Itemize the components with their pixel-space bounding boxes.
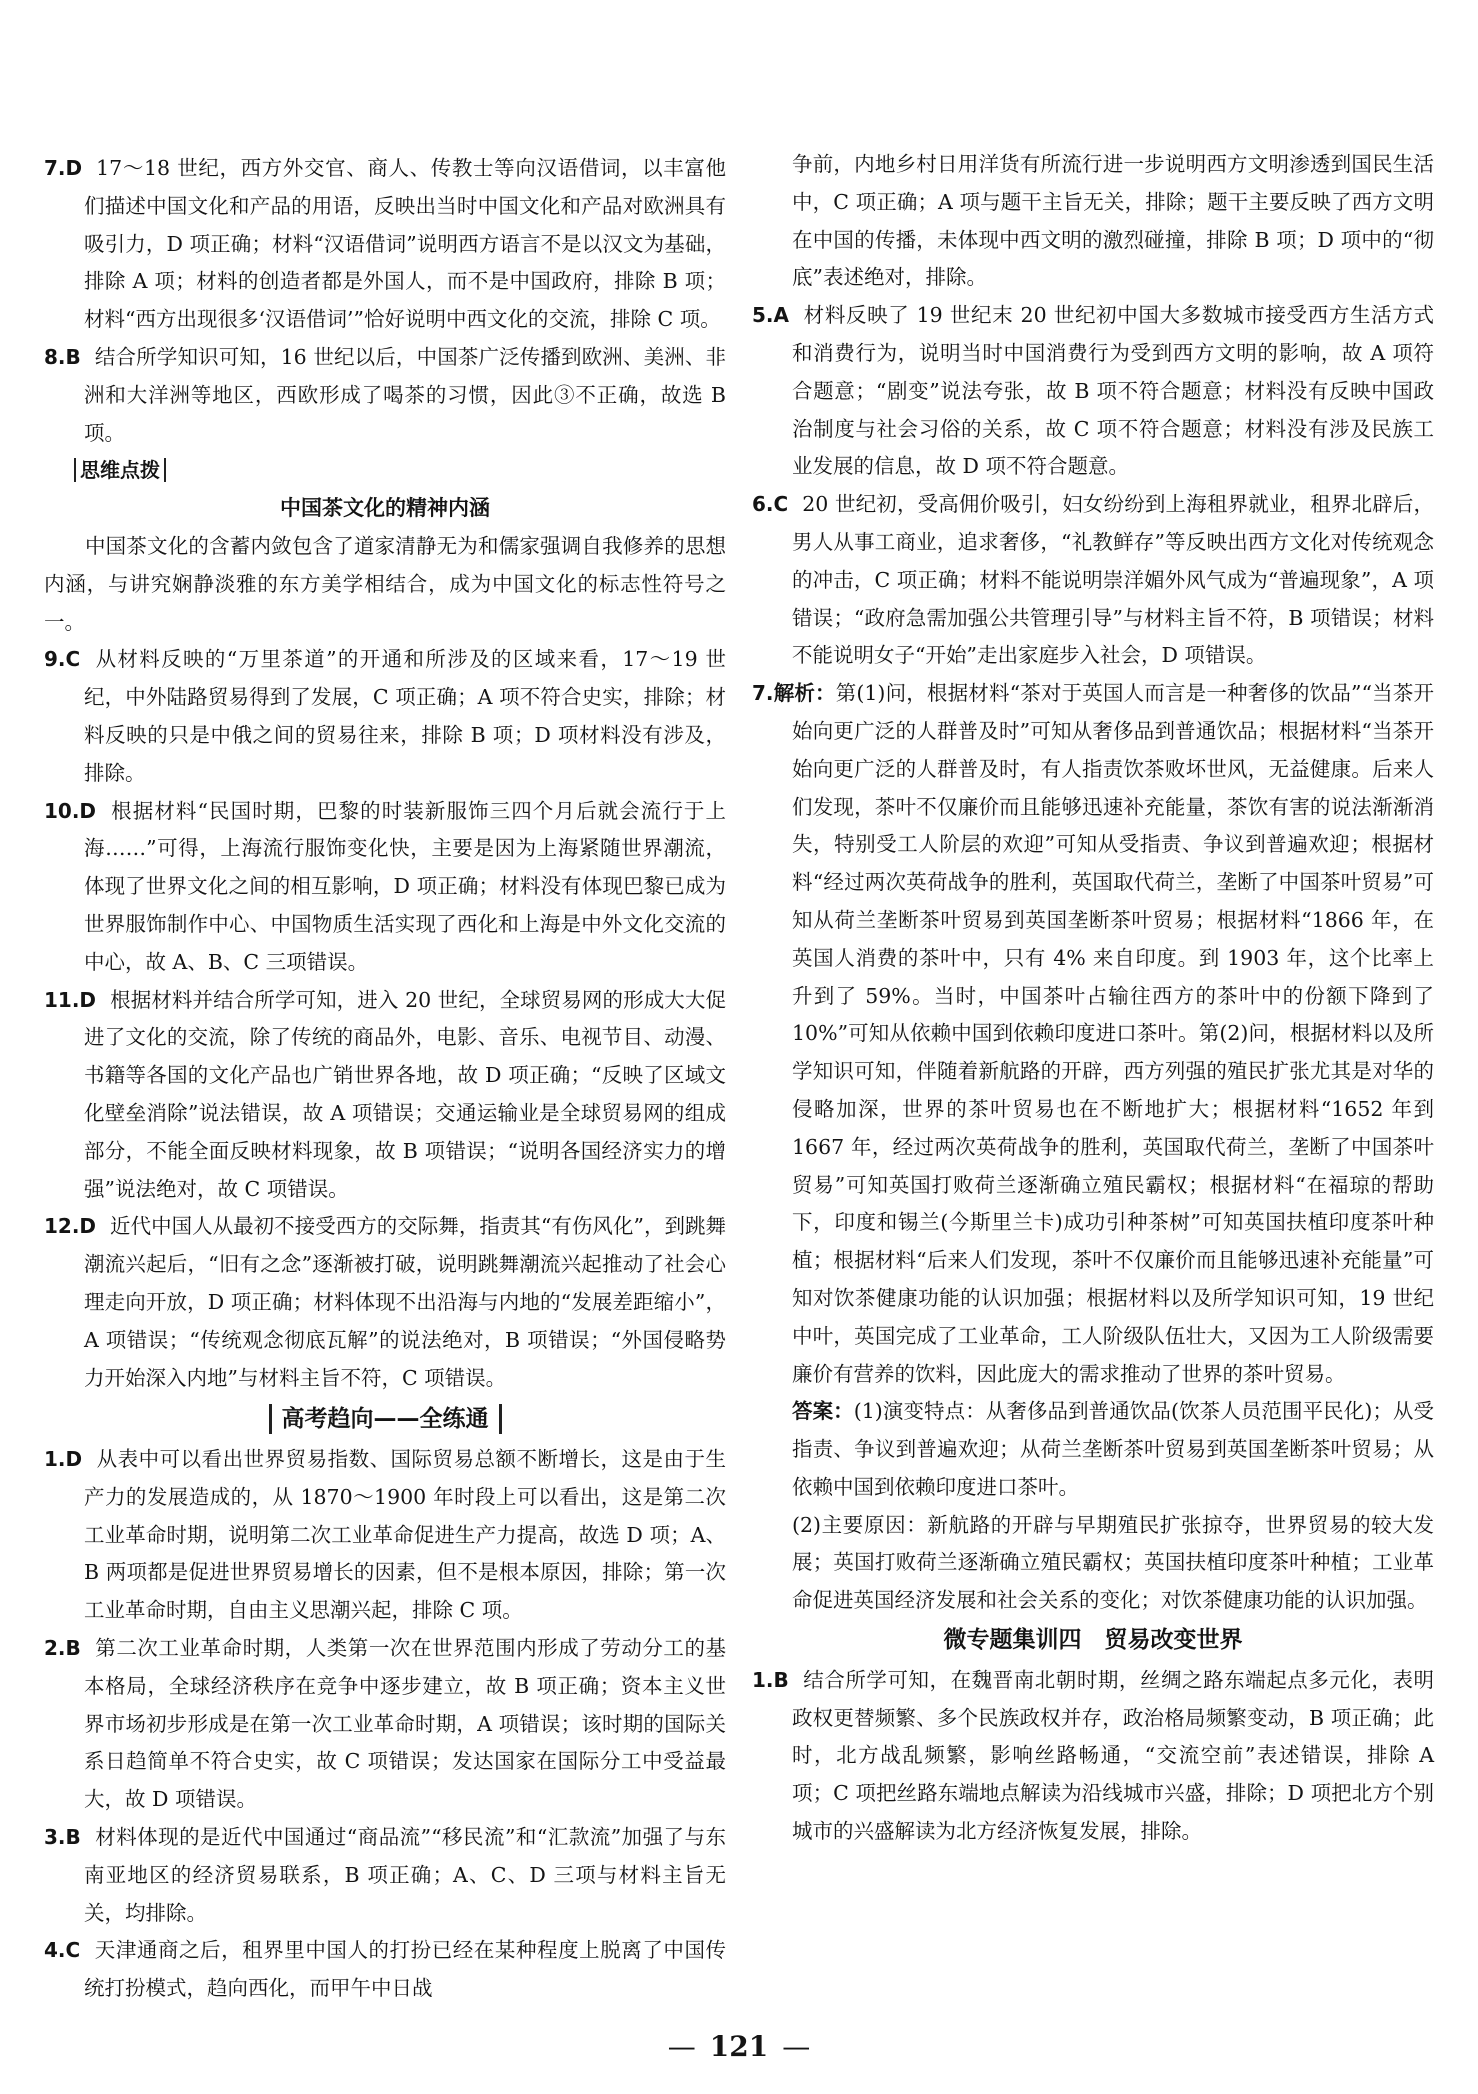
answer-item-q7 (752, 675, 1434, 1393)
answer-label: 答案： (792, 1399, 854, 1424)
item-text: 从表中可以看出世界贸易指数、国际贸易总额不断增长，这是由于生产力的发展造成的，从 1870～1900 年时段上可以看出，这是第二次工业革命时期，说明第二次工业革命促进生产力提高，故选 D 项；A、B 两项都是促进世界贸易增长的因素，但不是根本原因，排除；第一次工业革命时期，自由主义思潮兴起，排除 C 项。 (84, 1447, 726, 1623)
item-text: 结合所学可知，在魏晋南北朝时期，丝绸之路东端起点多元化，表明政权更替频繁、多个民族政权并存，政治格局频繁变动，B 项正确；此时，北方战乱频繁，影响丝路畅通，“交流空前”表述错误，排除 A 项；C 项把丝路东端地点解读为沿线城市兴盛，排除；D 项把北方个别城市的兴盛解读为北方经济恢复发展，排除。 (792, 1667, 1434, 1844)
answer-item (44, 641, 726, 792)
item-number: 9.C (44, 647, 81, 672)
tip-title: 中国茶文化的精神内涵 (280, 496, 490, 521)
item-number: 11.D (44, 987, 97, 1012)
topic-title: 微专题集训四 贸易改变世界 (943, 1627, 1243, 1654)
item-number: 12.D (44, 1214, 97, 1239)
item-text: 从材料反映的“万里茶道”的开通和所涉及的区域来看，17～19 世纪，中外陆路贸易得到了发展，C 项正确；A 项不符合史实，排除；材料反映的只是中俄之间的贸易往来，排除 B 项；D 项材料没有涉及，排除。 (84, 647, 726, 785)
item-number: 7.D (44, 156, 83, 180)
item-text: 近代中国人从最初不接受西方的交际舞，指责其“有伤风化”，到跳舞潮流兴起后，“旧有之念”逐渐被打破，说明跳舞潮流兴起推动了社会心理走向开放，D 项正确；材料体现不出沿海与内地的“发展差距缩小”，A 项错误；“传统观念彻底瓦解”的说法绝对，B 项错误；“外国侵略势力开始深入内地”与材料主旨不符，C 项错误。 (84, 1214, 726, 1390)
right-column (752, 146, 1434, 1851)
answer-item (44, 982, 726, 1209)
item-text: 天津通商之后，租界里中国人的打扮已经在某种程度上脱离了中国传统打扮模式，趋向西化，而甲午中日战 (84, 1938, 726, 2001)
continued-text: 争前，内地乡村日用洋货有所流行进一步说明西方文明渗透到国民生活中，C 项正确；A 项与题干主旨无关，排除；题干主要反映了西方文明在中国的传播，未体现中西文明的激烈碰撞，排除 B 项；D 项中的“彻底”表述绝对，排除。 (792, 152, 1434, 290)
analysis-label: 解析： (773, 681, 836, 706)
item-text: 材料反映了 19 世纪末 20 世纪初中国大多数城市接受西方生活方式和消费行为，说明当时中国消费行为受到西方文明的影响，故 A 项符合题意；“剧变”说法夸张，故 B 项不符合题意；材料没有反映中国政治制度与社会习俗的关系，故 C 项不符合题意；材料没有涉及民族工业发展的信息，故 D 项不符合题意。 (792, 303, 1434, 479)
answer-item (752, 297, 1434, 486)
answer-part-2: (2)主要原因：新航路的开辟与早期殖民扩张掠夺，世界贸易的较大发展；英国打败荷兰逐渐确立殖民霸权；英国扶植印度茶叶种植；工业革命促进英国经济发展和社会关系的变化；对饮茶健康功能的认识加强。 (792, 1512, 1434, 1613)
tip-body: 中国茶文化的含蓄内敛包含了道家清静无为和儒家强调自我修养的思想内涵，与讲究娴静淡雅的东方美学相结合，成为中国文化的标志性符号之一。 (44, 533, 726, 634)
item-text: 20 世纪初，受高佣价吸引，妇女纷纷到上海租界就业，租界北辟后，男人从事工商业，追求奢侈，“礼教鲜存”等反映出西方文化对传统观念的冲击，C 项正确；材料不能说明崇洋媚外风气成为“普遍现象”，A 项错误；“政府急需加强公共管理引导”与材料主旨不符，B 项错误；材料不能说明女子“开始”走出家庭步入社会，D 项错误。 (792, 492, 1434, 668)
item-text: 第二次工业革命时期，人类第一次在世界范围内形成了劳动分工的基本格局，全球经济秩序在竞争中逐步建立，故 B 项正确；资本主义世界市场初步形成是在第一次工业革命时期，A 项错误；该时期的国际关系日趋简单不符合史实，故 C 项错误；发达国家在国际分工中受益最大，故 D 项错误。 (84, 1636, 726, 1812)
item-number: 3.B (44, 1825, 81, 1850)
item-text: 17～18 世纪，西方外交官、商人、传教士等向汉语借词，以丰富他们描述中国文化和产品的用语，反映出当时中国文化和产品对欧洲具有吸引力，D 项正确；材料“汉语借词”说明西方语言不是以汉文为基础，排除 A 项；材料的创造者都是外国人，而不是中国政府，排除 B 项；材料“西方出现很多‘汉语借词’”恰好说明中西文化的交流，排除 C 项。 (84, 156, 726, 332)
item-number: 7. (752, 681, 774, 706)
answer-item (44, 1932, 726, 2008)
item-text: 根据材料并结合所学可知，进入 20 世纪，全球贸易网的形成大大促进了文化的交流，除了传统的商品外，电影、音乐、电视节目、动漫、书籍等各国的文化产品也广销世界各地，故 D 项正确；“反映了区域文化壁垒消除”说法错误，故 A 项错误；交通运输业是全球贸易网的组成部分，不能全面反映材料现象，故 B 项错误；“说明各国经济实力的增强”说法绝对，故 C 项错误。 (84, 987, 726, 1201)
item-number: 10.D (44, 798, 97, 823)
answer-item (44, 793, 726, 982)
item-text: 结合所学知识可知，16 世纪以后，中国茶广泛传播到欧洲、美洲、非洲和大洋洲等地区，西欧形成了喝茶的习惯，因此③不正确，故选 B 项。 (84, 344, 726, 445)
answer-item (44, 1630, 726, 1819)
item-number: 2.B (44, 1636, 81, 1661)
answer-item (44, 1441, 726, 1630)
item-text: 材料体现的是近代中国通过“商品流”“移民流”和“汇款流”加强了与东南亚地区的经济贸易联系，B 项正确；A、C、D 三项与材料主旨无关，均排除。 (84, 1825, 726, 1925)
item-number: 4.C (44, 1938, 81, 1963)
item-number: 6.C (752, 492, 789, 517)
left-column (44, 150, 726, 2008)
item-number: 5.A (752, 303, 789, 328)
answer-part-1: 答案：(1)演变特点：从奢侈品到普通饮品(饮茶人员范围平民化)；从受指责、争议到普遍欢迎；从荷兰垄断茶叶贸易到英国垄断茶叶贸易；从依赖中国到依赖印度进口茶叶。 (792, 1399, 1434, 1499)
item-number: 1.D (44, 1447, 83, 1472)
answer-item (44, 1208, 726, 1397)
analysis-text: 第(1)问，根据材料“茶对于英国人而言是一种奢侈的饮品”“当茶开始向更广泛的人群普及时”可知从奢侈品到普通饮品；根据材料“当茶开始向更广泛的人群普及时，有人指责饮茶败坏世风，无益健康。后来人们发现，茶叶不仅廉价而且能够迅速补充能量，茶饮有害的说法渐渐消失，特别受工人阶层的欢迎”可知从受指责、争议到普遍欢迎；根据材料“经过两次英荷战争的胜利，英国取代荷兰，垄断了中国茶叶贸易”可知从荷兰垄断茶叶贸易到英国垄断茶叶贸易；根据材料“1866 年，在英国人消费的茶叶中，只有 4% 来自印度。到 1903 年，这个比率上升到了 59%。当时，中国茶叶占输往西方的茶叶中的份额下降到了 10%”可知从依赖中国到依赖印度进口茶叶。第(2)问，根据材料以及所学知识可知，伴随着新航路的开辟，西方列强的殖民扩张尤其是对华的侵略加深，世界的茶叶贸易也在不断地扩大；根据材料“1652 年到 1667 年，经过两次英荷战争的胜利，英国取代荷兰，垄断了中国茶叶贸易”可知英国打败荷兰逐渐确立殖民霸权；根据材料“在福琼的帮助下，印度和锡兰(今斯里兰卡)成功引种茶树”可知英国扶植印度茶叶种植；根据材料“后来人们发现，茶叶不仅廉价而且能够迅速补充能量”可知对饮茶健康功能的认识加强；根据材料以及所学知识可知，19 世纪中叶，英国完成了工业革命，工人阶级队伍壮大，又因为工人阶级需要廉价有营养的饮料，因此庞大的需求推动了世界的茶叶贸易。 (792, 681, 1434, 1386)
section-title: 高考趋向——全练通 (44, 1401, 726, 1439)
item-number: 8.B (44, 344, 81, 369)
answer-item (44, 1819, 726, 1932)
answer-item (44, 339, 726, 452)
answer-item (752, 486, 1434, 675)
item-number: 1.B (752, 1667, 789, 1692)
item-text: 根据材料“民国时期，巴黎的时装新服饰三四个月后就会流行于上海……”可得，上海流行服饰变化快，主要是因为上海紧随世界潮流，体现了世界文化之间的相互影响，D 项正确；材料没有体现巴黎已成为世界服饰制作中心、中国物质生活实现了西化和上海是中外文化交流的中心，故 A、B、C 三项错误。 (84, 798, 726, 974)
answer-item (752, 1662, 1434, 1851)
tip-label: 思维点拨 (74, 452, 726, 490)
page-number: — 121 — (667, 2030, 811, 2063)
answer-item (44, 150, 726, 339)
